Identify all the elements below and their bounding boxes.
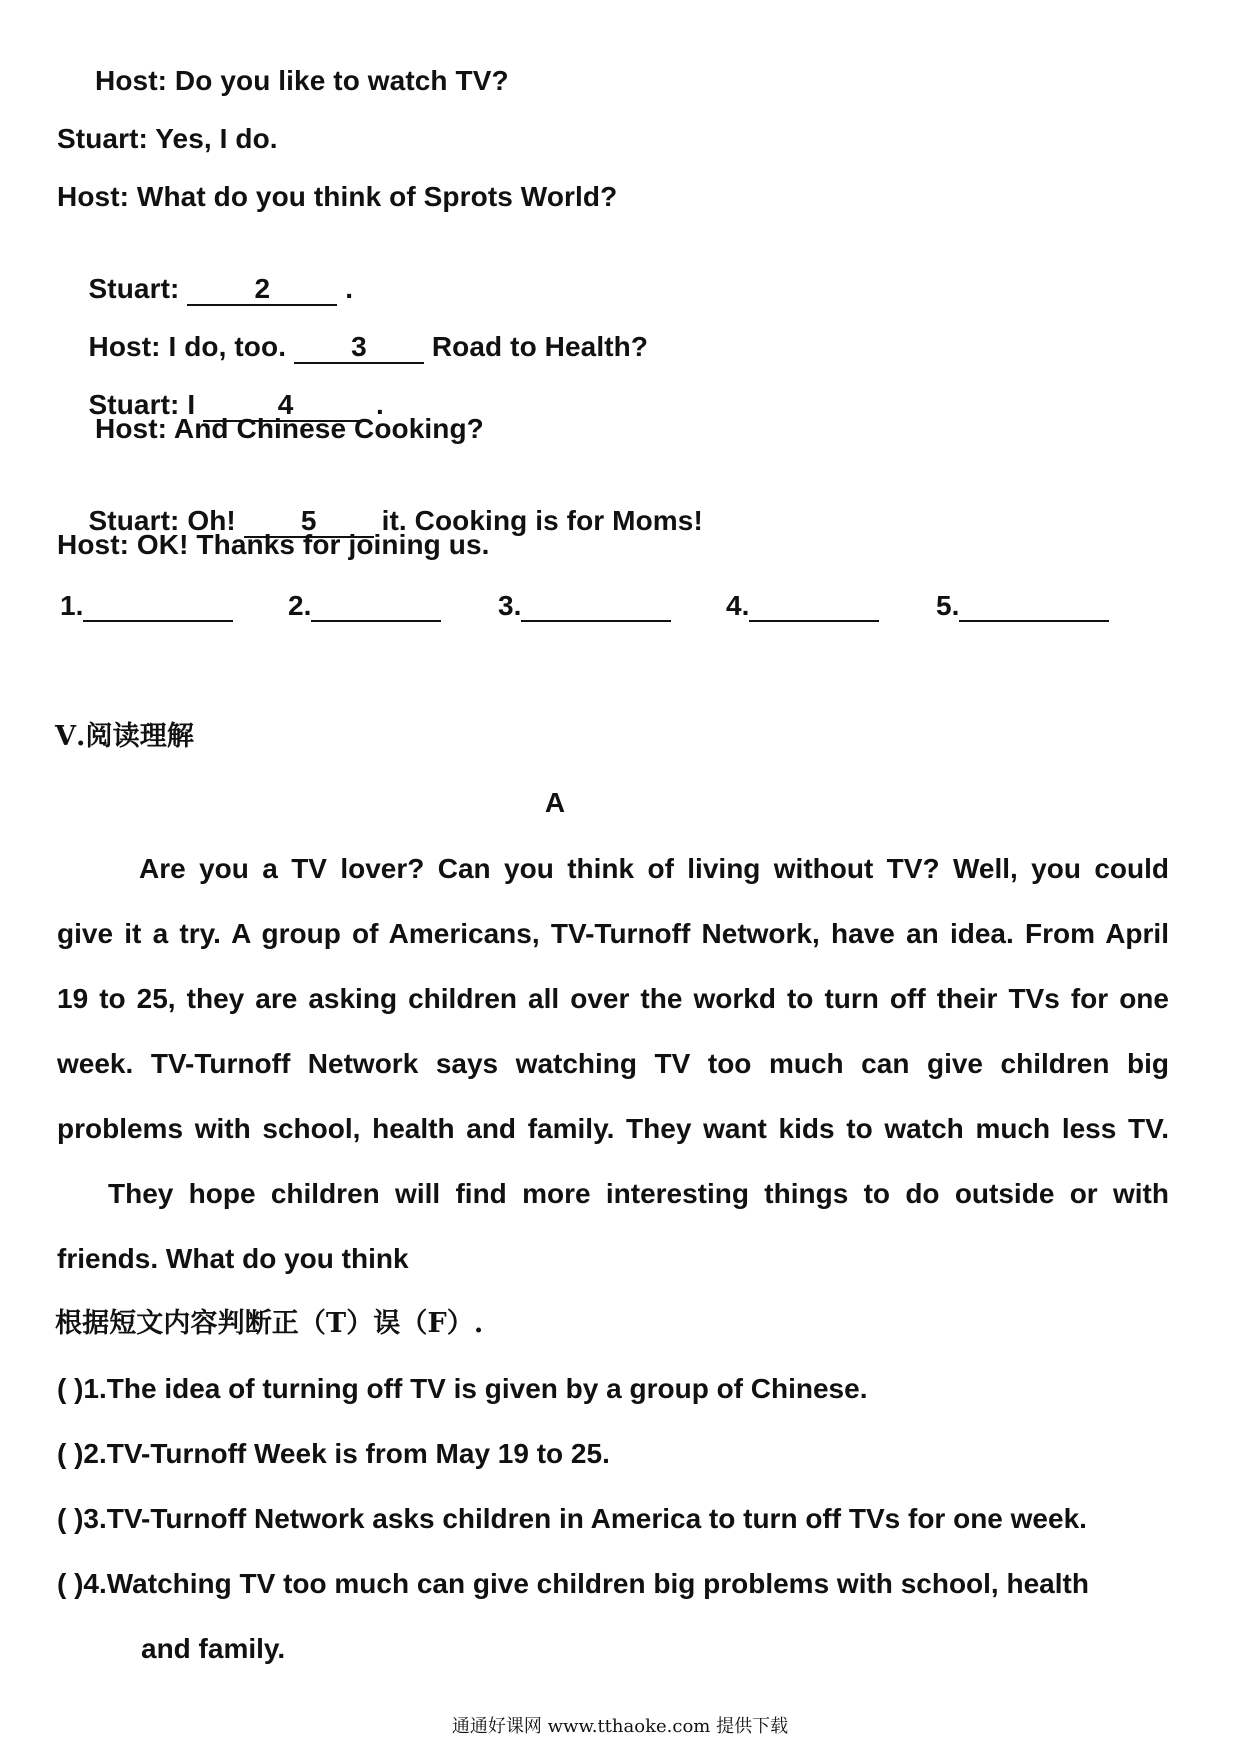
answer-label: 4. <box>726 590 750 621</box>
dialogue-prefix: Stuart: <box>88 273 188 304</box>
answer-blank[interactable] <box>83 590 233 622</box>
fill-blank-2: 2 <box>187 274 337 306</box>
dialogue-suffix: . <box>337 273 354 304</box>
passage-line: problems with school, health and family. They want kids to watch much less TV. <box>57 1113 1169 1144</box>
passage-line: 19 to 25, they are asking children all over the workd to turn off their TVs for one <box>57 983 1169 1014</box>
dialogue-line: Host: What do you think of Sprots World? <box>57 181 618 212</box>
passage-line: give it a try. A group of Americans, TV-Turnoff Network, have an idea. From April <box>57 918 1169 949</box>
passage-label: A <box>544 787 566 818</box>
answer-blank[interactable] <box>521 590 671 622</box>
question-item: ( )4.Watching TV too much can give children big problems with school, health <box>57 1568 1089 1599</box>
passage-line: They hope children will find more interesting things to do outside or with <box>108 1178 1169 1209</box>
answer-item <box>498 590 671 622</box>
question-continuation: and family. <box>141 1633 286 1664</box>
question-item: ( )3.TV-Turnoff Network asks children in America to turn off TVs for one week. <box>57 1503 1087 1534</box>
answer-blank[interactable] <box>311 590 441 622</box>
dialogue-suffix: it. Cooking is for Moms! <box>373 505 703 536</box>
answer-blank[interactable] <box>959 590 1109 622</box>
answer-item <box>726 590 879 622</box>
fill-blank-4: 4 <box>203 390 368 422</box>
dialogue-prefix: Stuart: Oh! <box>88 505 244 536</box>
fill-blank-5: 5 <box>244 506 374 538</box>
answer-label: 2. <box>288 590 312 621</box>
question-item: ( )2.TV-Turnoff Week is from May 19 to 25. <box>57 1438 610 1469</box>
dialogue-suffix: . <box>368 389 384 420</box>
dialogue-suffix: Road to Health? <box>423 331 649 362</box>
dialogue-line: Host: OK! Thanks for joining us. <box>57 529 490 560</box>
dialogue-line: Host: And Chinese Cooking? <box>95 413 484 444</box>
fill-blank-3: 3 <box>294 332 424 364</box>
passage-line: week. TV-Turnoff Network says watching TV too much can give children big <box>57 1048 1169 1079</box>
answer-label: 3. <box>498 590 522 621</box>
section-title: Ⅴ.阅读理解 <box>55 721 194 752</box>
dialogue-prefix: Stuart: I <box>88 389 204 420</box>
answer-item <box>288 590 441 622</box>
answer-row <box>60 590 1120 630</box>
answer-blank[interactable] <box>749 590 879 622</box>
dialogue-prefix: Host: I do, too. <box>88 331 294 362</box>
answer-label: 5. <box>936 590 960 621</box>
passage-line: friends. What do you think <box>57 1243 409 1274</box>
answer-label: 1. <box>60 590 84 621</box>
answer-item <box>60 590 233 622</box>
page-footer: 通通好课网 www.tthaoke.com 提供下载 <box>451 1716 789 1737</box>
instruction-text: 根据短文内容判断正（T）误（F）. <box>55 1308 484 1339</box>
passage-line: Are you a TV lover? Can you think of living without TV? Well, you could <box>139 853 1169 884</box>
dialogue-line: Host: Do you like to watch TV? <box>95 65 509 96</box>
answer-item <box>936 590 1109 622</box>
dialogue-line: Stuart: Yes, I do. <box>57 123 278 154</box>
question-item: ( )1.The idea of turning off TV is given by a group of Chinese. <box>57 1373 868 1404</box>
